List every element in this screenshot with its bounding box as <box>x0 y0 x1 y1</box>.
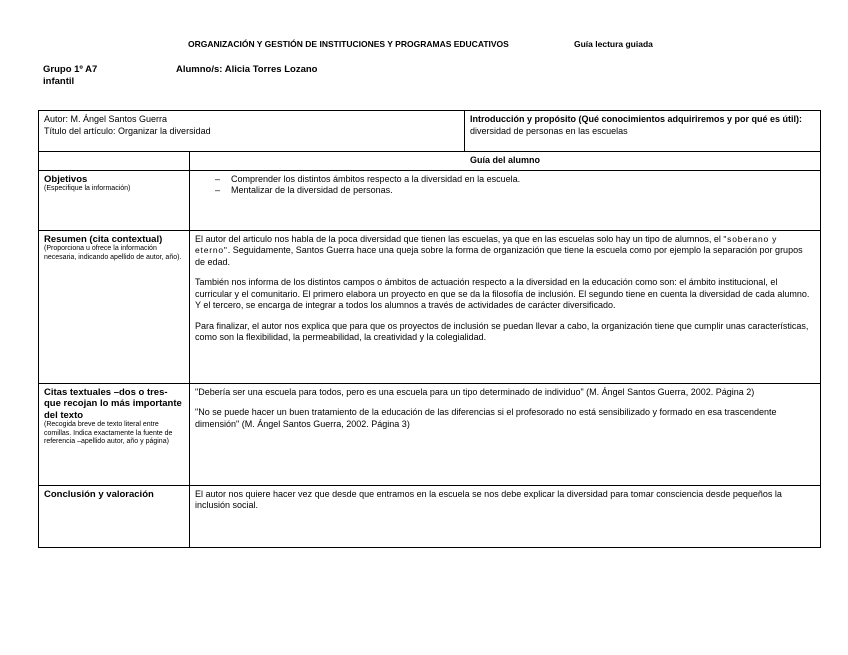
objectives-label: Objetivos <box>44 173 88 185</box>
objectives-row <box>39 170 821 230</box>
list-item: – Mentalizar de la diversidad de personas. <box>215 185 815 197</box>
quotes-label: Citas textuales –dos o tres- que recojan lo más importante del texto <box>44 386 182 421</box>
intro-label: Introducción y propósito (Qué conocimientos adquiriremos y por qué es útil): <box>470 114 803 124</box>
quotes-label-cell <box>39 383 190 485</box>
document-title: ORGANIZACIÓN Y GESTIÓN DE INSTITUCIONES Y PROGRAMAS EDUCATIVOS <box>188 39 509 49</box>
quotes-hint: (Recogida breve de texto literal entre comillas. Indica exactamente la fuente de referencia –apellido autor, año y página) <box>44 421 173 445</box>
conclusion-label-cell <box>39 485 190 547</box>
summary-p1-quote: "soberano y eterno" <box>195 233 778 255</box>
summary-p1-end: . Seguidamente, Santos Guerra hace una queja sobre la forma de organización que tiene la escuela como por ejemplo la separación por grupos de edad. <box>195 245 803 267</box>
empty-header-cell <box>39 152 190 171</box>
group-info <box>43 64 97 88</box>
student-name: Alumno/s: Alicia Torres Lozano <box>176 64 318 75</box>
quote-1: "Debería ser una escuela para todos, pero es una escuela para un tipo determinado de individuo" (M. Ángel Santos Guerra, 2002. Página 2) <box>195 386 755 397</box>
summary-paragraph-1 <box>195 234 815 269</box>
quotes-row <box>39 383 821 485</box>
article-title: Título del artículo: Organizar la diversidad <box>44 125 211 136</box>
objectives-content <box>190 170 821 230</box>
objectives-list <box>195 174 815 197</box>
summary-paragraph-3: Para finalizar, el autor nos explica que para que os proyectos de inclusión se puedan llevar a cabo, la organización tiene que cumplir unas características, como son la flexibilidad, la permeabilidad, la creatividad y la colegialidad. <box>195 320 809 342</box>
summary-p1-start: El autor del articulo nos habla de la poca diversidad que tienen las escuelas, ya que en las escuelas solo hay un tipo de alumnos, el <box>195 233 724 244</box>
group-line-1: Grupo 1º A7 <box>43 64 98 75</box>
article-row <box>39 111 821 152</box>
group-line-2: infantil <box>43 76 75 87</box>
objectives-hint: (Especifique la información) <box>44 185 131 192</box>
summary-label: Resumen (cita contextual) <box>44 233 163 245</box>
summary-content <box>190 230 821 383</box>
guide-subtitle: Guía lectura guiada <box>574 39 653 49</box>
summary-hint: (Proporciona u ofrece la información necesaria, indicando apellido de autor, año). <box>44 245 182 261</box>
summary-label-cell <box>39 230 190 383</box>
guide-header-row <box>39 152 821 171</box>
intro-cell <box>465 111 821 152</box>
summary-row <box>39 230 821 383</box>
objectives-label-cell <box>39 170 190 230</box>
quotes-content <box>190 383 821 485</box>
quote-2: "No se puede hacer un buen tratamiento de la educación de las diferencias si el profesorado no está sensibilizado y formado en esa trascendente dimensión" (M. Ángel Santos Guerra, 2002. Página 3) <box>195 407 777 429</box>
conclusion-row <box>39 485 821 547</box>
guide-header: Guía del alumno <box>190 152 821 171</box>
guide-table <box>38 110 821 548</box>
article-info-cell <box>39 111 465 152</box>
conclusion-content: El autor nos quiere hacer vez que desde que entramos en la escuela se nos debe explicar la diversidad para tomar consciencia desde pequeños la inclusión social. <box>190 485 821 547</box>
list-item: – Comprender los distintos ámbitos respecto a la diversidad en la escuela. <box>215 174 815 186</box>
intro-value: diversidad de personas en las escuelas <box>470 125 628 136</box>
article-author: Autor: M. Ángel Santos Guerra <box>44 114 168 124</box>
conclusion-label: Conclusión y valoración <box>44 488 154 500</box>
summary-paragraph-2: También nos informa de los distintos campos o ámbitos de actuación respecto a la diversidad en la educación como son: el ámbito institucional, el curricular y el comunitario. El primero elabora un proyecto en que se da la filosofía de inclusión. El segundo tiene en cuenta la diversidad de cada alumno. Y el tercero, se encarga de integrar a todos los alumnos a través de actividades de carácter diversificado. <box>195 277 810 310</box>
